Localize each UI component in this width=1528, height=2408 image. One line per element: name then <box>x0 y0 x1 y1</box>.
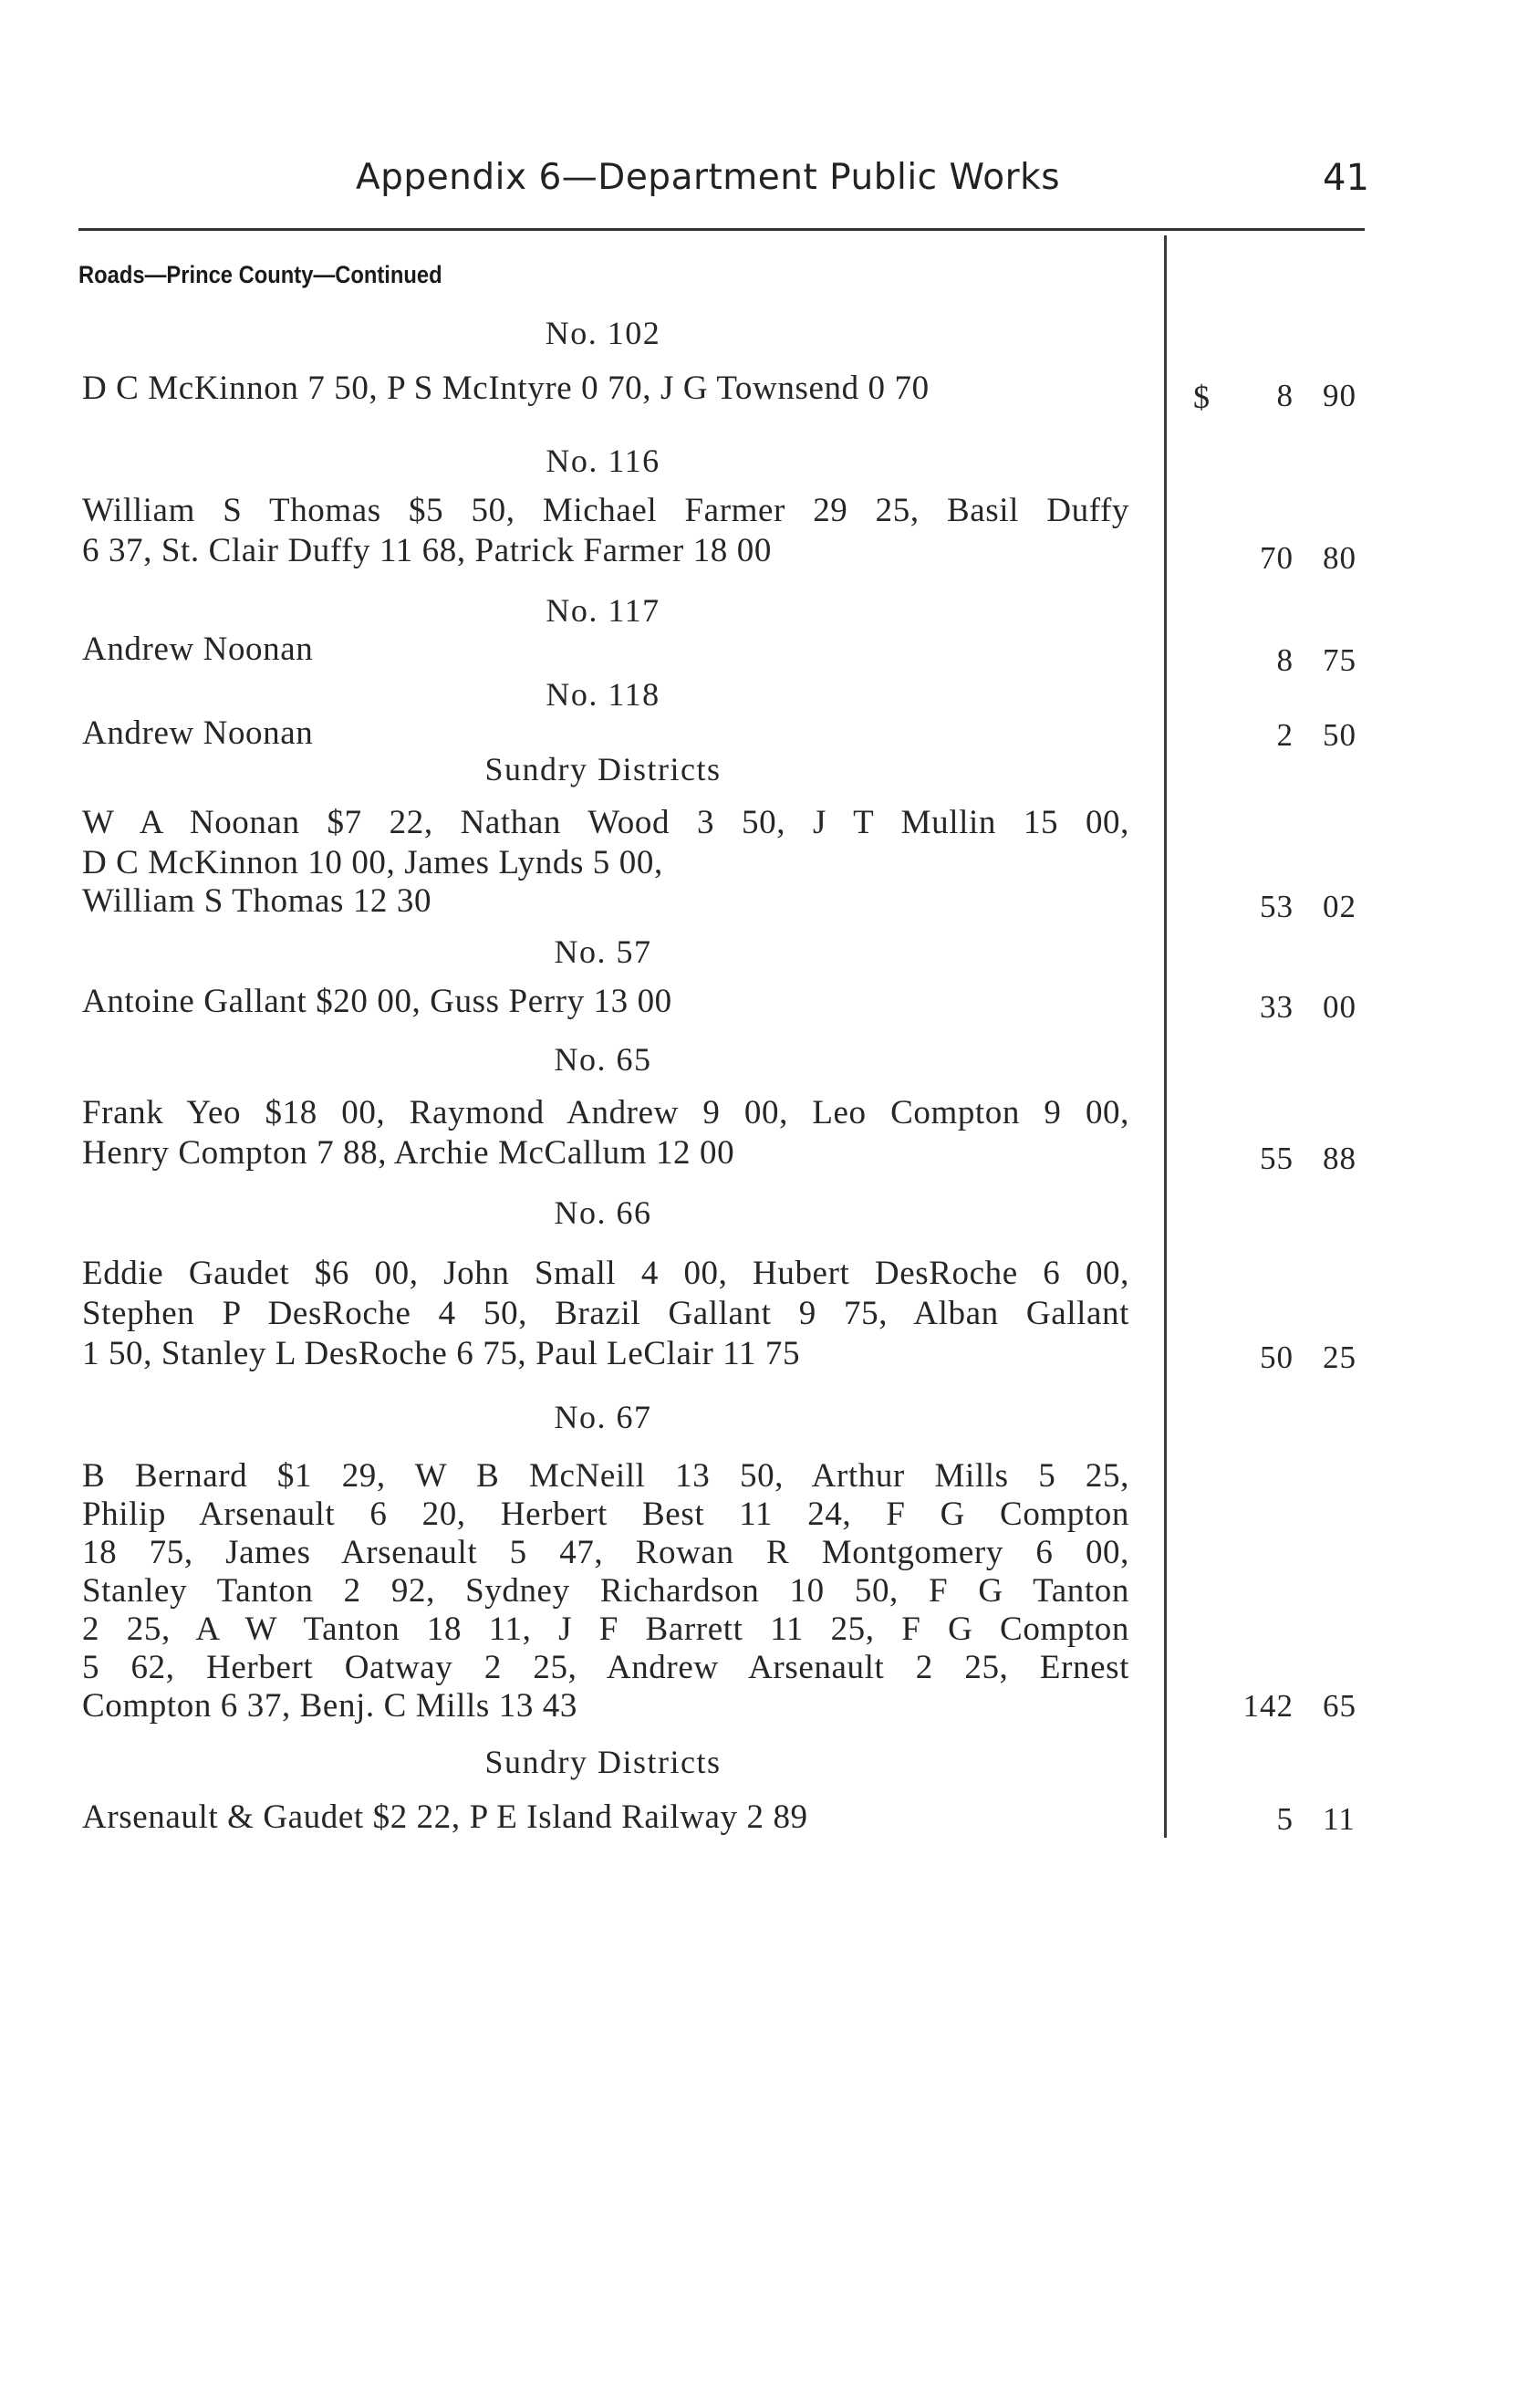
amount-cents: 88 <box>1323 1141 1356 1176</box>
amount-dollars: 142 <box>1242 1688 1294 1724</box>
entry-line: Eddie Gaudet $6 00, John Small 4 00, Hubert DesRoche 6 00, <box>82 1255 1129 1292</box>
entry-line: B Bernard $1 29, W B McNeill 13 50, Arthur Mills 5 25, <box>82 1457 1129 1495</box>
entry-line: 18 75, James Arsenault 5 47, Rowan R Montgomery 6 00, <box>82 1534 1129 1571</box>
amount-cents: 25 <box>1323 1340 1356 1375</box>
entry-line: William S Thomas 12 30 <box>82 882 432 920</box>
amount-dollars: 5 <box>1276 1801 1294 1837</box>
district-heading: No. 116 <box>546 443 660 479</box>
entry-line: D C McKinnon 10 00, James Lynds 5 00, <box>82 844 663 881</box>
amount-dollars: 8 <box>1276 378 1294 413</box>
district-heading: No. 65 <box>554 1041 652 1078</box>
amount-dollars: 2 <box>1276 717 1294 753</box>
entry-line: 6 37, St. Clair Duffy 11 68, Patrick Farmer 18 00 <box>82 532 772 569</box>
amount-cents: 75 <box>1323 642 1356 678</box>
amount-cents: 02 <box>1323 889 1356 924</box>
entry-line: Stanley Tanton 2 92, Sydney Richardson 10 50, F G Tanton <box>82 1572 1129 1610</box>
district-heading: No. 66 <box>554 1194 652 1231</box>
header-rule <box>78 228 1365 231</box>
entry-line: Andrew Noonan <box>82 631 314 668</box>
amount-cents: 90 <box>1323 378 1356 413</box>
amount-cents: 00 <box>1323 989 1356 1025</box>
running-header: Appendix 6—Department Public Works <box>356 157 1061 198</box>
section-subheading: Roads—Prince County—Continued <box>78 261 442 288</box>
district-heading: No. 117 <box>546 592 660 629</box>
entry-line: Henry Compton 7 88, Archie McCallum 12 00 <box>82 1134 735 1172</box>
amount-column-rule <box>1164 235 1167 1838</box>
amount-dollars: 50 <box>1260 1340 1294 1375</box>
amount-cents: 65 <box>1323 1688 1356 1724</box>
district-heading: No. 67 <box>554 1399 652 1435</box>
entry-line: W A Noonan $7 22, Nathan Wood 3 50, J T Mullin 15 00, <box>82 804 1129 841</box>
amount-dollars: 53 <box>1260 889 1294 924</box>
entry-line: Philip Arsenault 6 20, Herbert Best 11 24, F G Compton <box>82 1496 1129 1533</box>
page-number: 41 <box>1323 157 1369 199</box>
district-heading: No. 57 <box>554 933 652 970</box>
entry-line: D C McKinnon 7 50, P S McIntyre 0 70, J G Townsend 0 70 <box>82 370 930 407</box>
entry-line: 5 62, Herbert Oatway 2 25, Andrew Arsenault 2 25, Ernest <box>82 1649 1129 1686</box>
currency-symbol: $ <box>1193 379 1210 415</box>
amount-cents: 11 <box>1323 1801 1356 1837</box>
district-heading: No. 118 <box>546 676 660 713</box>
entry-line: Antoine Gallant $20 00, Guss Perry 13 00 <box>82 983 672 1020</box>
entry-line: Arsenault & Gaudet $2 22, P E Island Railway 2 89 <box>82 1798 808 1836</box>
entry-line: 2 25, A W Tanton 18 11, J F Barrett 11 25, F G Compton <box>82 1611 1129 1648</box>
entry-line: Frank Yeo $18 00, Raymond Andrew 9 00, Leo Compton 9 00, <box>82 1094 1129 1131</box>
amount-cents: 80 <box>1323 540 1356 576</box>
entry-line: Andrew Noonan <box>82 714 314 752</box>
entry-line: William S Thomas $5 50, Michael Farmer 29 25, Basil Duffy <box>82 492 1129 529</box>
entry-line: 1 50, Stanley L DesRoche 6 75, Paul LeClair 11 75 <box>82 1335 801 1372</box>
amount-dollars: 33 <box>1260 989 1294 1025</box>
district-heading: No. 102 <box>545 315 661 351</box>
district-heading: Sundry Districts <box>484 1744 722 1780</box>
entry-line: Compton 6 37, Benj. C Mills 13 43 <box>82 1687 577 1725</box>
amount-dollars: 55 <box>1260 1141 1294 1176</box>
entry-line: Stephen P DesRoche 4 50, Brazil Gallant 9 75, Alban Gallant <box>82 1295 1129 1332</box>
amount-cents: 50 <box>1323 717 1356 753</box>
amount-dollars: 70 <box>1260 540 1294 576</box>
amount-dollars: 8 <box>1276 642 1294 678</box>
district-heading: Sundry Districts <box>484 751 722 787</box>
